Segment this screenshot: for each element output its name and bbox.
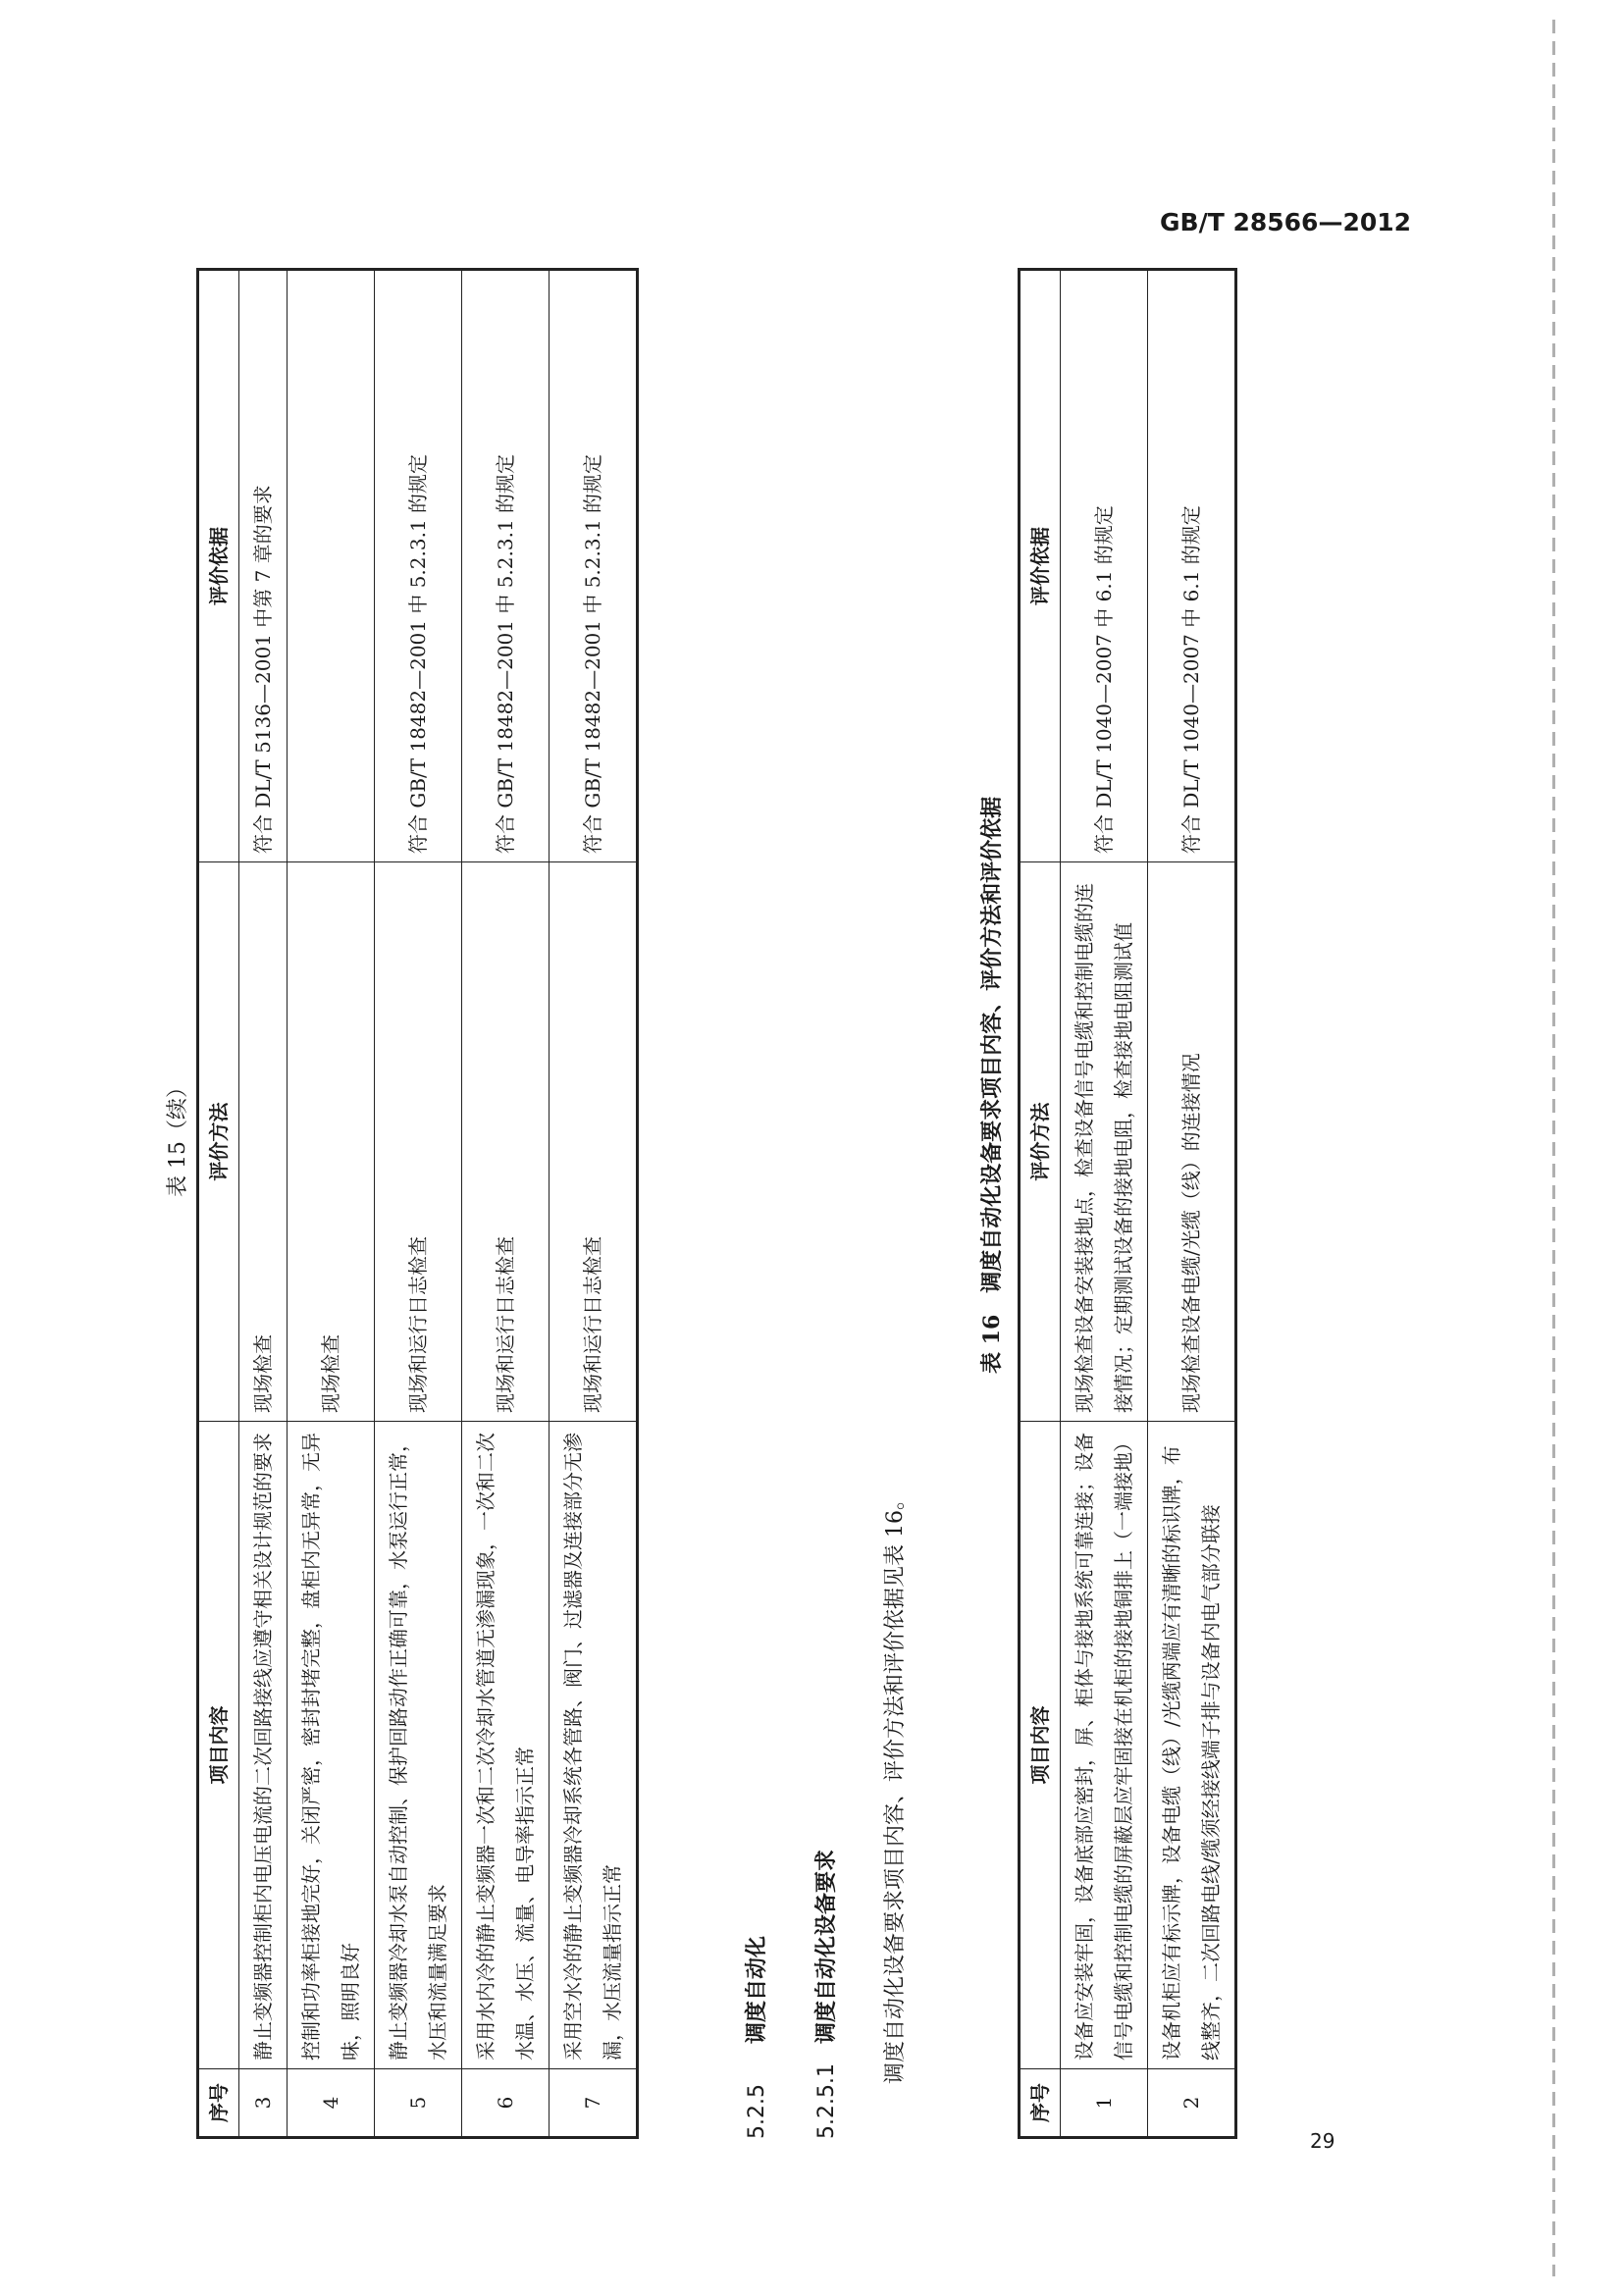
row-method: 现场和运行日志检查 xyxy=(550,862,638,1422)
row-seq: 6 xyxy=(462,2069,550,2138)
section-title: 调度自动化设备要求 xyxy=(814,1849,839,2044)
row-content: 控制和功率柜接地完好，关闭严密，密封封堵完整，盘柜内无异常，无异味，照明良好 xyxy=(288,1422,375,2069)
row-method: 现场检查 xyxy=(239,862,288,1422)
row-content: 采用空水冷的静止变频器冷却系统各管路、阀门、过滤器及连接部分无渗漏，水压流量指示正常 xyxy=(550,1422,638,2069)
table-row xyxy=(288,270,375,2138)
standard-id: GB/T 28566—2012 xyxy=(1160,208,1412,236)
row-basis: 符合 DL/T 5136—2001 中第 7 章的要求 xyxy=(239,270,288,862)
table-row xyxy=(1148,270,1236,2138)
row-seq: 7 xyxy=(550,2069,638,2138)
row-basis: 符合 GB/T 18482—2001 中 5.2.3.1 的规定 xyxy=(462,270,550,862)
table-row xyxy=(462,270,550,2138)
table16-header-basis: 评价依据 xyxy=(1020,270,1061,862)
row-method: 现场检查设备安装接地点，检查设备信号电缆和控制电缆的连接情况；定期测试设备的接地电阻，检查接地电阻测试值 xyxy=(1061,862,1148,1422)
table16-header-content: 项目内容 xyxy=(1020,1422,1061,2069)
row-method: 现场检查 xyxy=(288,862,375,1422)
row-content: 设备机柜应有标示牌，设备电缆（线）/光缆两端应有清晰的标识牌，布线整齐，二次回路电线/缆须经接线端子排与设备内电气部分联接 xyxy=(1148,1422,1236,2069)
row-seq: 3 xyxy=(239,2069,288,2138)
row-seq: 2 xyxy=(1148,2069,1236,2138)
table15-caption: 表 15（续） xyxy=(166,1076,190,1197)
row-basis: 符合 DL/T 1040—2007 中 6.1 的规定 xyxy=(1148,270,1236,862)
scan-edge-line xyxy=(1552,20,1555,2276)
rotated-content xyxy=(157,98,1413,2139)
table-row xyxy=(1061,270,1148,2138)
row-seq: 4 xyxy=(288,2069,375,2138)
row-method: 现场和运行日志检查 xyxy=(462,862,550,1422)
table15-header-row xyxy=(198,270,239,2138)
row-method: 现场和运行日志检查 xyxy=(375,862,462,1422)
table-row xyxy=(239,270,288,2138)
row-content: 采用水内冷的静止变频器一次和二次冷却水管道无渗漏现象，一次和二次水温、水压、流量、电导率指示正常 xyxy=(462,1422,550,2069)
table16-header-method: 评价方法 xyxy=(1020,862,1061,1422)
table15-header-seq: 序号 xyxy=(198,2069,239,2138)
table-row xyxy=(375,270,462,2138)
row-seq: 1 xyxy=(1061,2069,1148,2138)
table-16 xyxy=(1018,268,1237,2139)
table15-header-basis: 评价依据 xyxy=(198,270,239,862)
table16-header-seq: 序号 xyxy=(1020,2069,1061,2138)
row-method: 现场检查设备电缆/光缆（线）的连接情况 xyxy=(1148,862,1236,1422)
row-basis xyxy=(288,270,375,862)
page-number: 29 xyxy=(1310,2129,1335,2153)
row-seq: 5 xyxy=(375,2069,462,2138)
row-basis: 符合 GB/T 18482—2001 中 5.2.3.1 的规定 xyxy=(550,270,638,862)
row-content: 设备应安装牢固，设备底部应密封，屏、柜体与接地系统可靠连接；设备信号电缆和控制电缆的屏蔽层应牢固接在机柜的接地铜排上（一端接地） xyxy=(1061,1422,1148,2069)
table-row xyxy=(550,270,638,2138)
row-content: 静止变频器控制柜内电压电流的二次回路接线应遵守相关设计规范的要求 xyxy=(239,1422,288,2069)
section-5-2-5 xyxy=(740,1936,770,2139)
row-content: 静止变频器冷却水泵自动控制、保护回路动作正确可靠，水泵运行正常，水压和流量满足要求 xyxy=(375,1422,462,2069)
body-paragraph: 调度自动化设备要求项目内容、评价方法和评价依据见表 16。 xyxy=(883,1488,908,2084)
row-basis: 符合 DL/T 1040—2007 中 6.1 的规定 xyxy=(1061,270,1148,862)
table15-header-content: 项目内容 xyxy=(198,1422,239,2069)
table16-header-row xyxy=(1020,270,1061,2138)
row-basis: 符合 GB/T 18482—2001 中 5.2.3.1 的规定 xyxy=(375,270,462,862)
section-number: 5.2.5.1 xyxy=(814,2063,839,2139)
section-number: 5.2.5 xyxy=(745,2084,769,2139)
table16-caption: 表 16 调度自动化设备要求项目内容、评价方法和评价依据 xyxy=(979,796,1005,1374)
table15-header-method: 评价方法 xyxy=(198,862,239,1422)
section-title: 调度自动化 xyxy=(745,1935,769,2044)
table-15 xyxy=(196,268,639,2139)
section-5-2-5-1 xyxy=(810,1850,840,2139)
